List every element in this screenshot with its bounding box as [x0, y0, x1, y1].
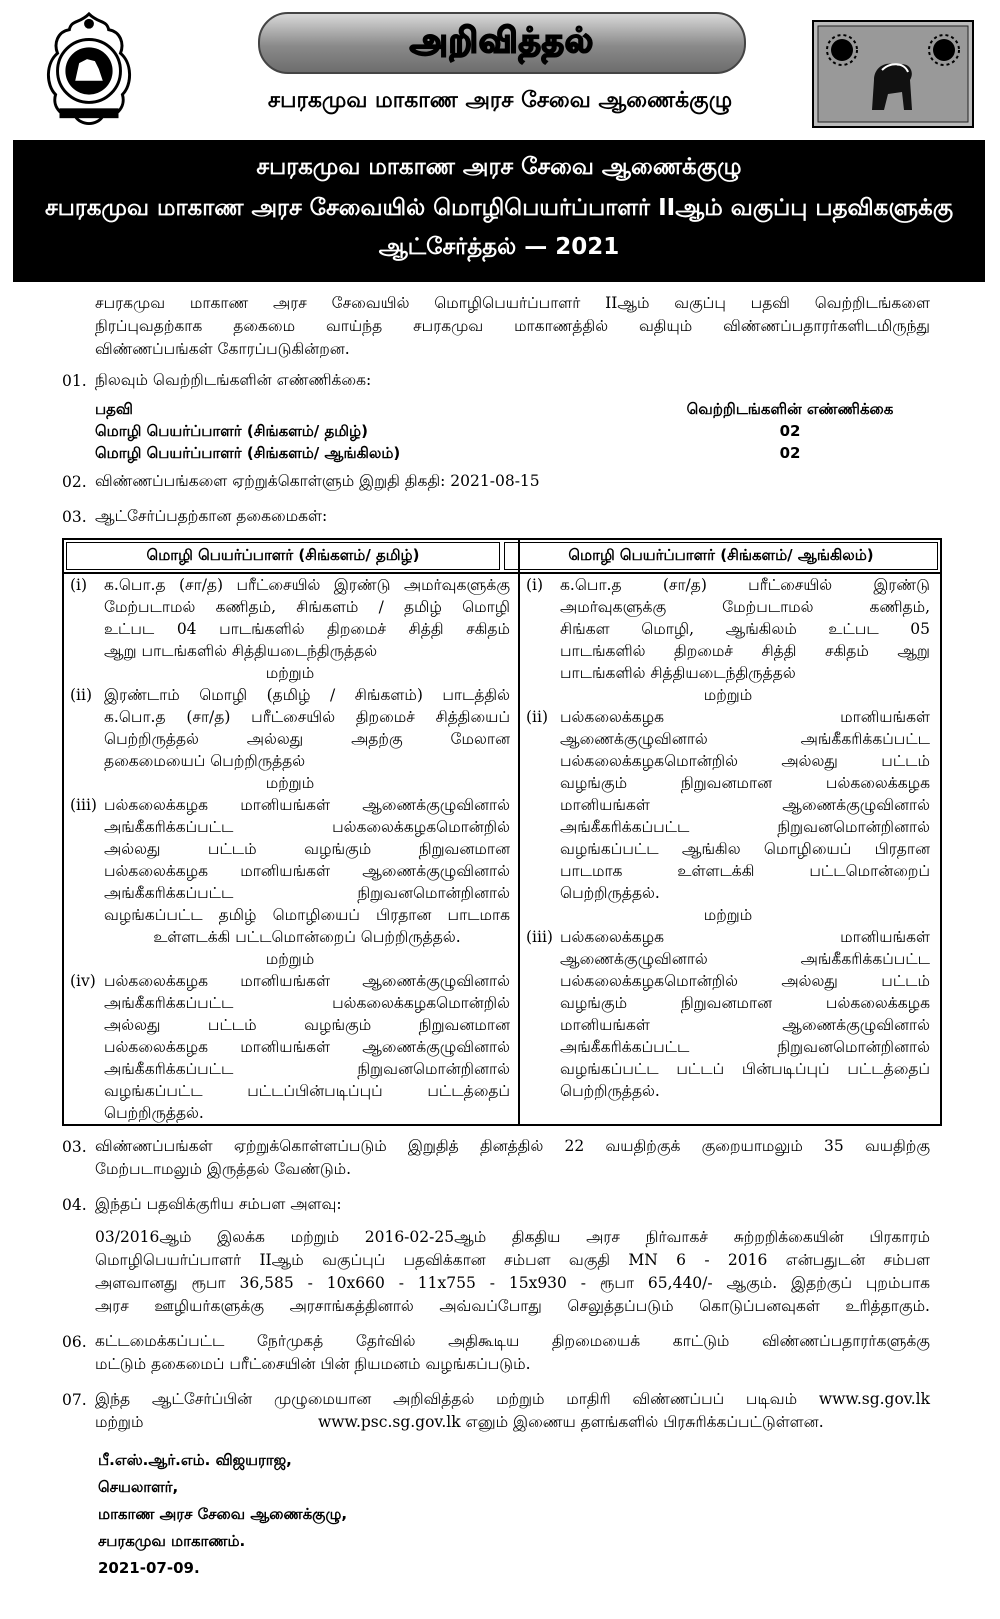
item-label: (ii) [70, 686, 93, 704]
vacancy-count: 02 [779, 444, 801, 462]
website-line-2b: www.psc.sg.gov.lk எனும் இணைய தளங்களில் பிரசுரிக்கப்பட்டுள்ளன. [318, 1413, 824, 1431]
item-label: (ii) [526, 708, 549, 726]
section-title: நிலவும் வெற்றிடங்களின் எண்ணிக்கை: [95, 371, 372, 389]
signatory-org: மாகாண அரச சேவை ஆணைக்குழு, [98, 1505, 348, 1523]
closing-date-text: விண்ணப்பங்களை ஏற்றுக்கொள்ளும் இறுதி திகதி: 2021-08-15 [95, 472, 540, 490]
item-line: சிங்கள மொழி, ஆங்கிலம் உட்பட 05 [560, 620, 930, 638]
salary-line-3: அளவானது ரூபா 36,585 - 10x660 - 11x755 - 15x930 - ரூபா 65,440/- ஆகும். இதற்குப் புறம்பாக [95, 1274, 930, 1292]
item-line: வழங்கப்பட்ட பட்டப்பின்படிப்புப் பட்டத்தைப் [104, 1082, 510, 1100]
section-number: 04. [62, 1196, 87, 1214]
item-line: பாடங்களில் திறமைச் சித்தி சகிதம் ஆறு [560, 642, 930, 660]
item-body [104, 574, 510, 662]
item-line: ஆணைக்குழுவினால் அங்கீகரிக்கப்பட்ட [560, 730, 930, 748]
item-line: பாடங்களில் சித்தியடைந்திருத்தல் [560, 664, 796, 682]
section-number: 02. [62, 473, 87, 491]
item-line: பல்கலைக்கழக மானியங்கள் ஆணைக்குழுவினால் [104, 972, 510, 990]
item-line: மானியங்கள் ஆணைக்குழுவினால் [560, 796, 930, 814]
item-line: க.பொ.த (சா/த) பரீட்சையில் திறமைச் சித்தியைப் [104, 708, 510, 726]
item-line: உட்பட 04 பாடங்களில் திறமைச் சித்தி சகிதம் [104, 620, 510, 638]
signatory-title: செயலாளர், [98, 1478, 179, 1496]
signatory-block [98, 1447, 347, 1582]
item-body [560, 706, 930, 904]
item-body [560, 926, 930, 1102]
section-number: 03. [62, 1138, 87, 1156]
item-line: வழங்கப்பட்ட பட்டப் பின்படிப்புப் பட்டத்தைப் [560, 1060, 930, 1078]
item-line: உள்ளடக்கி பட்டமொன்றைப் பெற்றிருத்தல். [153, 928, 461, 946]
item-line: பெற்றிருத்தல் அல்லது அதற்கு மேலான [104, 730, 510, 748]
banner-line-3: ஆட்சேர்த்தல் — 2021 [378, 234, 620, 260]
qualification-item [526, 926, 930, 1102]
and-separator: மற்றும் [265, 664, 315, 682]
item-line: பல்கலைக்கழக மானியங்கள் [560, 708, 930, 726]
item-line: பெற்றிருத்தல். [104, 1104, 204, 1122]
left-qualifications [70, 574, 510, 1124]
item-label: (iii) [70, 796, 97, 814]
sri-lanka-emblem-icon [30, 10, 148, 128]
item-line: அங்கீகரிக்கப்பட்ட நிறுவனமொன்றினால் [104, 1060, 510, 1078]
intro-line-3: விண்ணப்பங்கள் கோரப்படுகின்றன. [95, 340, 350, 358]
item-line: பல்கலைக்கழகமொன்றில் அல்லது பட்டம் [560, 752, 930, 770]
banner-line-2: சபரகமுவ மாகாண அரச சேவையில் மொழிபெயர்ப்பாளர் IIஆம் வகுப்பு பதவிகளுக்கு [44, 195, 954, 221]
item-line: இரண்டாம் மொழி (தமிழ் / சிங்களம்) பாடத்தில் [104, 686, 510, 704]
notice-title-pill [258, 12, 746, 74]
signature-date: 2021-07-09. [98, 1559, 200, 1577]
vacancy-row [95, 442, 925, 464]
item-line: தகைமையைப் பெற்றிருத்தல் [104, 752, 306, 770]
item-line: அங்கீகரிக்கப்பட்ட பல்கலைக்கழகமொன்றில் [104, 994, 510, 1012]
left-column-header: மொழி பெயர்ப்பாளர் (சிங்களம்/ தமிழ்) [66, 542, 500, 570]
right-column-header: மொழி பெயர்ப்பாளர் (சிங்களம்/ ஆங்கிலம்) [504, 542, 938, 570]
vacancy-table [95, 398, 925, 464]
item-line: பல்கலைக்கழக மானியங்கள் ஆணைக்குழுவினால் [104, 862, 510, 880]
and-separator: மற்றும் [703, 686, 753, 704]
col-post: பதவி [95, 400, 133, 418]
item-line: பல்கலைக்கழகமொன்றில் அல்லது பட்டம் [560, 972, 930, 990]
vacancy-row [95, 420, 925, 442]
age-line-1: விண்ணப்பங்கள் ஏற்றுக்கொள்ளப்படும் இறுதித் தினத்தில் 22 வயதிற்குக் குறையாமலும் 35 வயதிற்கு [95, 1137, 930, 1155]
item-line: அமர்வுகளுக்கு மேற்படாமல் கணிதம், [560, 598, 930, 616]
vacancy-header-row [95, 398, 925, 420]
website-line-1: இந்த ஆட்சேர்ப்பின் முழுமையான அறிவித்தல் மற்றும் மாதிரி விண்ணப்பப் படிவம் www.sg.gov.lk [95, 1390, 930, 1408]
item-line: பல்கலைக்கழக மானியங்கள் ஆணைக்குழுவினால் [104, 796, 510, 814]
item-line: அங்கீகரிக்கப்பட்ட பல்கலைக்கழகமொன்றில் [104, 818, 510, 836]
item-label: (iv) [70, 972, 96, 990]
item-line: பெற்றிருத்தல். [560, 1082, 660, 1100]
item-line: மானியங்கள் ஆணைக்குழுவினால் [560, 1016, 930, 1034]
notice-title: அறிவித்தல் [409, 21, 595, 61]
salary-line-1: 03/2016ஆம் இலக்க மற்றும் 2016-02-25ஆம் திகதிய அரச நிர்வாகச் சுற்றறிக்கையின் பிரகாரம் [95, 1228, 930, 1246]
and-separator: மற்றும் [265, 950, 315, 968]
qualification-item [70, 574, 510, 662]
item-line: வழங்கப்பட்ட தமிழ் மொழியைப் பிரதான பாடமாக [104, 906, 510, 924]
item-line: க.பொ.த (சா/த) பரீட்சையில் இரண்டு [560, 576, 930, 594]
salary-title: இந்தப் பதவிக்குரிய சம்பள அளவு: [95, 1195, 342, 1213]
item-line: மேற்படாமல் கணிதம், சிங்களம் / தமிழ் மொழி [104, 598, 510, 616]
item-line: அல்லது பட்டம் வழங்கும் நிறுவனமான [104, 840, 510, 858]
section-number: 03. [62, 508, 87, 526]
and-separator: மற்றும் [265, 774, 315, 792]
item-line: க.பொ.த (சா/த) பரீட்சையில் இரண்டு அமர்வுகளுக்கு [104, 576, 510, 594]
item-line: ஆறு பாடங்களில் சித்தியடைந்திருத்தல் [104, 642, 378, 660]
item-line: ஆணைக்குழுவினால் அங்கீகரிக்கப்பட்ட [560, 950, 930, 968]
vacancy-post: மொழி பெயர்ப்பாளர் (சிங்களம்/ ஆங்கிலம்) [95, 444, 401, 462]
qualification-item [70, 794, 510, 948]
qualification-item [526, 706, 930, 904]
vacancy-post: மொழி பெயர்ப்பாளர் (சிங்களம்/ தமிழ்) [95, 422, 368, 440]
item-line: அங்கீகரிக்கப்பட்ட நிறுவனமொன்றினால் [560, 1038, 930, 1056]
salary-line-2: மொழிபெயர்ப்பாளர் IIஆம் வகுப்புப் பதவிக்கான சம்பள வகுதி MN 6 - 2016 என்பதுடன் சம்பள [95, 1251, 930, 1269]
qualifications-header [64, 540, 940, 574]
item-label: (iii) [526, 928, 553, 946]
item-line: வழங்கும் நிறுவனமான பல்கலைக்கழக [560, 774, 930, 792]
intro-line-1: சபரகமுவ மாகாண அரச சேவையில் மொழிபெயர்ப்பாளர் IIஆம் வகுப்பு பதவி வெற்றிடங்களை [95, 294, 930, 312]
section-number: 01. [62, 372, 87, 390]
item-line: அங்கீகரிக்கப்பட்ட நிறுவனமொன்றினால் [560, 818, 930, 836]
section-title: ஆட்சேர்ப்பதற்கான தகைமைகள்: [95, 507, 328, 525]
item-body [104, 794, 510, 948]
item-line: பல்கலைக்கழக மானியங்கள் ஆணைக்குழுவினால் [104, 1038, 510, 1056]
item-line: பெற்றிருத்தல். [560, 884, 660, 902]
qualification-item [70, 684, 510, 772]
and-separator: மற்றும் [703, 906, 753, 924]
col-count: வெற்றிடங்களின் எண்ணிக்கை [686, 400, 894, 418]
item-line: வழங்கும் நிறுவனமான பல்கலைக்கழக [560, 994, 930, 1012]
item-body [104, 684, 510, 772]
commission-name: சபரகமுவ மாகாண அரச சேவை ஆணைக்குழு [267, 88, 733, 113]
signatory-name: பீ.எஸ்.ஆர்.எம். விஜயராஜ, [98, 1451, 292, 1469]
item-body [104, 970, 510, 1124]
website-line-2a: மற்றும் [95, 1413, 144, 1431]
item-label: (i) [526, 576, 544, 594]
item-label: (i) [70, 576, 88, 594]
intro-line-2: நிரப்புவதற்காக தகைமை வாய்ந்த சபரகமுவ மாகாணத்தில் வதியும் விண்ணப்பதாரர்களிடமிருந்து [95, 317, 930, 335]
item-line: பல்கலைக்கழக மானியங்கள் [560, 928, 930, 946]
banner-line-1: சபரகமுவ மாகாண அரச சேவை ஆணைக்குழு [256, 154, 742, 180]
column-divider [518, 540, 520, 1124]
qualification-item [70, 970, 510, 1124]
age-line-2: மேற்படாமலும் இருத்தல் வேண்டும். [95, 1160, 352, 1178]
right-qualifications [526, 574, 930, 1102]
item-line: அல்லது பட்டம் வழங்கும் நிறுவனமான [104, 1016, 510, 1034]
item-line: பாடமாக உள்ளடக்கி பட்டமொன்றைப் [560, 862, 930, 880]
item-line: வழங்கப்பட்ட ஆங்கில மொழியைப் பிரதான [560, 840, 930, 858]
vacancy-count: 02 [779, 422, 801, 440]
interview-line-2: மட்டும் தகைமைப் பரீட்சையின் பின் நியமனம் வழங்கப்படும். [95, 1355, 531, 1373]
provincial-flag-icon [812, 20, 974, 128]
title-banner [13, 140, 985, 282]
qualification-item [526, 574, 930, 684]
salary-line-4: அரச ஊழியர்களுக்கு அரசாங்கத்தினால் அவ்வப்போது செலுத்தப்படும் கொடுப்பனவுகள் உரித்தாகும். [95, 1297, 930, 1315]
qualifications-table [62, 538, 942, 1126]
interview-line-1: கட்டமைக்கப்பட்ட நேர்முகத் தேர்வில் அதிகூடிய திறமையைக் காட்டும் விண்ணப்பதாரர்களுக்கு [95, 1332, 930, 1350]
section-number: 06. [62, 1333, 87, 1351]
signatory-province: சபரகமுவ மாகாணம். [98, 1532, 246, 1550]
item-line: அங்கீகரிக்கப்பட்ட நிறுவனமொன்றினால் [104, 884, 510, 902]
section-number: 07. [62, 1391, 87, 1409]
item-body [560, 574, 930, 684]
